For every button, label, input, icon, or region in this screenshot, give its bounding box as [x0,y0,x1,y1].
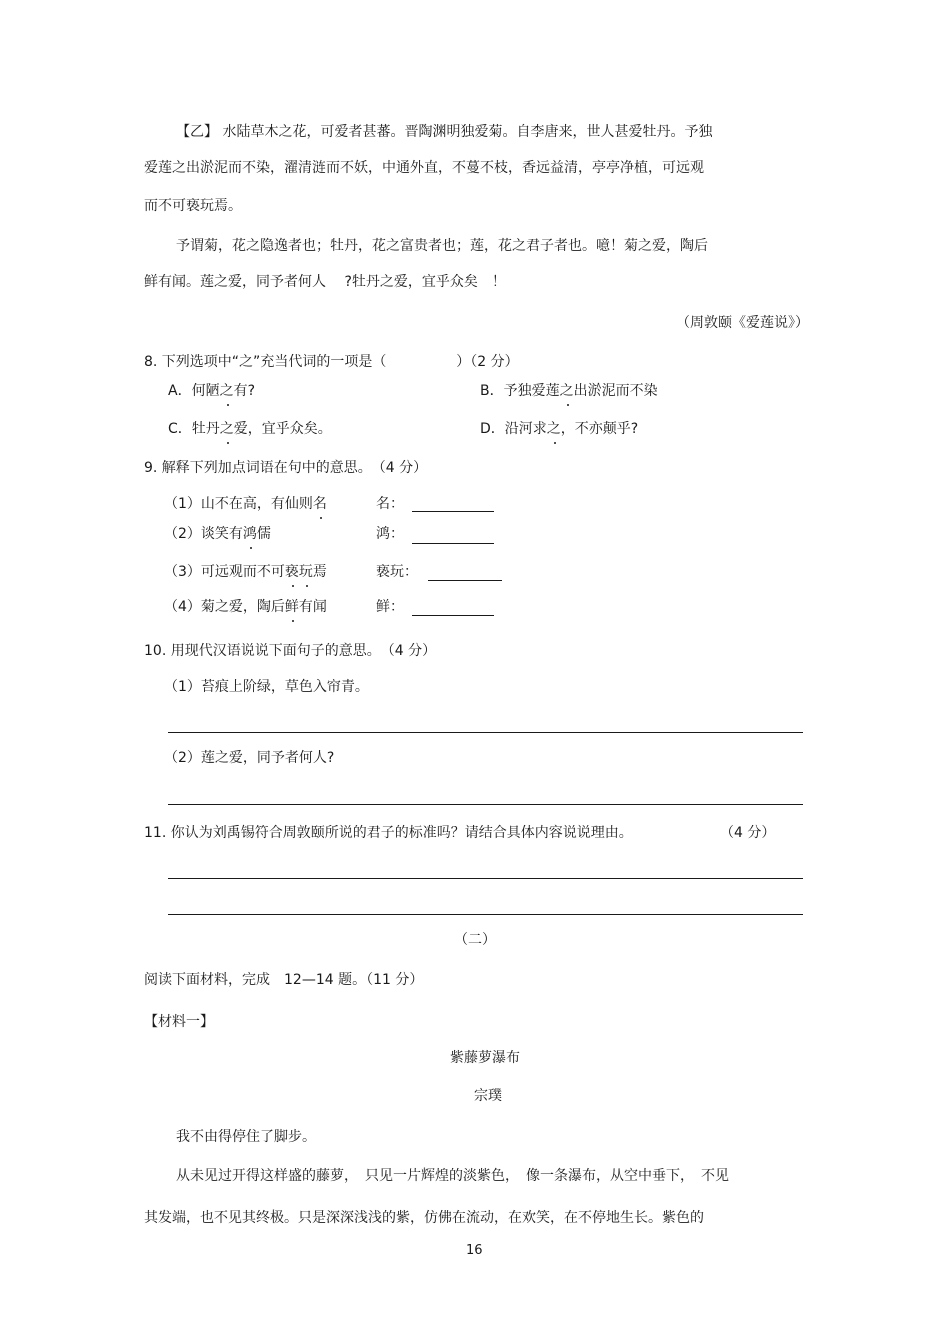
article-paragraph-1: 我不由得停住了脚步。 [176,1129,316,1145]
q9-label-3: 亵玩： [376,564,418,580]
answer-blank[interactable] [412,543,494,544]
q9-stem: 9. 解释下列加点词语在句中的意思。 （4 分） [144,460,428,476]
q10-sentence-2: （2）莲之爱，同予者何人? [164,750,335,766]
emphasis-mark: 亵 [284,564,299,580]
article-author: 宗璞 [474,1088,502,1104]
section-instruction: 阅读下面材料，完成 12—14 题。（11 分） [144,972,424,988]
emphasis-mark: 之 [546,421,561,437]
emphasis-mark: 名 [312,496,327,512]
article-title: 紫藤萝瀑布 [450,1050,520,1066]
answer-blank[interactable] [428,580,502,581]
article-paragraph-2-line-2: 其发端，也不见其终极。只是深深浅浅的紫，仿佛在流动，在欢笑，在不停地生长。紫色的 [144,1210,704,1226]
q8-option-a: A．何陋之有? [168,383,256,399]
q9-item-2: （2）谈笑有鸿儒 [164,526,271,542]
q8-option-b: B．予独爱莲之出淤泥而不染 [480,383,658,399]
emphasis-mark: 之 [219,421,234,437]
passage-line-5: 鲜有闻。莲之爱，同予者何人 ?牡丹之爱，宜乎众矣 ！ [144,274,506,290]
q9-label-4: 鲜： [376,599,404,615]
q11-score: （4 分） [720,825,776,841]
page-number: 16 [466,1243,483,1258]
passage-line-1: 【乙】 水陆草木之花，可爱者甚蕃。晋陶渊明独爱菊。自李唐来，世人甚爱牡丹。予独 [176,124,713,140]
emphasis-mark: 鸿 [242,526,257,542]
q11-stem: 11. 你认为刘禹锡符合周敦颐所说的君子的标准吗？请结合具体内容说说理由。 [144,825,633,841]
q10-sentence-1: （1）苔痕上阶绿，草色入帘青。 [164,679,369,695]
q8-option-c: C．牡丹之爱，宜乎众矣。 [168,421,332,437]
emphasis-mark: 之 [219,383,234,399]
q9-item-3: （3）可远观而不可亵玩焉 [164,564,327,580]
q9-label-2: 鸿： [376,526,404,542]
answer-blank[interactable] [412,511,494,512]
answer-blank[interactable] [412,615,494,616]
q9-item-4: （4）菊之爱，陶后鲜有闻 [164,599,327,615]
q8-option-d: D．沿河求之，不亦颠乎? [480,421,639,437]
passage-line-3: 而不可亵玩焉。 [144,198,242,214]
q9-item-1: （1）山不在高，有仙则名 [164,496,327,512]
article-paragraph-2-line-1: 从未见过开得这样盛的藤萝， 只见一片辉煌的淡紫色， 像一条瀑布，从空中垂下， 不见 [176,1168,729,1184]
answer-line[interactable] [168,732,803,733]
passage-source: （周敦颐《爱莲说》） [676,315,809,331]
material-label: 【材料一】 [144,1014,214,1030]
section-heading: （二） [454,932,496,948]
emphasis-mark: 之 [559,383,574,399]
passage-line-4: 予谓菊，花之隐逸者也；牡丹，花之富贵者也；莲，花之君子者也。噫！菊之爱，陶后 [176,238,708,254]
emphasis-mark: 鲜 [284,599,299,615]
passage-line-2: 爱莲之出淤泥而不染，濯清涟而不妖，中通外直，不蔓不枝，香远益清，亭亭净植，可远观 [144,160,704,176]
q8-stem: 8. 下列选项中“之”充当代词的一项是（ ）（2 分） [144,354,519,370]
q10-stem: 10. 用现代汉语说说下面句子的意思。 （4 分） [144,643,437,659]
answer-line[interactable] [168,878,803,879]
emphasis-mark: 玩 [298,564,313,580]
q9-label-1: 名： [376,496,404,512]
answer-line[interactable] [168,804,803,805]
answer-line[interactable] [168,914,803,915]
